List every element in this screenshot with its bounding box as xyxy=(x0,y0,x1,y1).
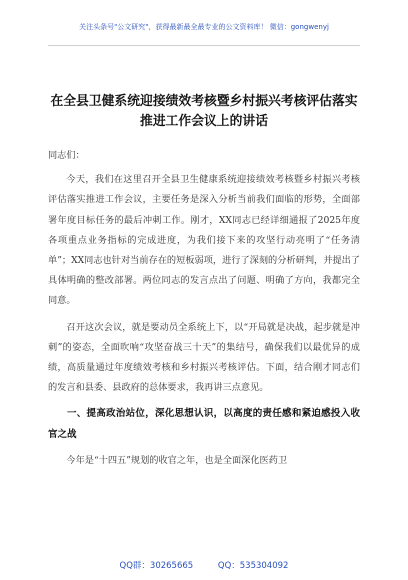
document-body xyxy=(48,146,360,477)
paragraph-1: 今天，我们在这里召开全县卫生健康系统迎接绩效考核暨乡村振兴考核评估落实推进工作会议，主要任务是深入分析当前我们面临的形势，全面部署年度目标任务的最后冲刺工作。刚才，XX同志已经详细通报了2025年度各项重点业务指标的完成进度，为我们接下来的攻坚行动亮明了“任务清单”；XX同志也针对当前存在的短板弱项，进行了深刻的分析研判，并提出了具体明确的整改部署。两位同志的发言点出了问题、明确了方向，我都完全同意。 xyxy=(48,174,360,307)
section-1-heading: 一、提高政治站位，深化思想认识，以高度的责任感和紧迫感投入收官之战 xyxy=(48,408,360,440)
salutation: 同志们： xyxy=(48,150,85,161)
header-banner: 关注头条号"公文研究"，获得最新最全最专业的公文资料库！ 微信：gongwenyj xyxy=(79,23,329,31)
footer-qq-group: QQ群：30265665 xyxy=(119,561,194,571)
title-line-1: 在全县卫健系统迎接绩效考核暨乡村振兴考核评估落实 xyxy=(50,94,358,109)
footer-qq: QQ：535304092 xyxy=(217,561,289,571)
document-title xyxy=(40,92,368,132)
header-divider xyxy=(48,45,360,46)
title-line-2: 推进工作会议上的讲话 xyxy=(140,114,268,129)
footer-contact xyxy=(0,559,408,571)
section-1-paragraph: 今年是“十四五”规划的收官之年，也是全面深化医药卫 xyxy=(66,454,288,466)
paragraph-2: 召开这次会议，就是要动员全系统上下，以“开局就是决战，起步就是冲刺”的姿态，全面吹响“攻坚奋战三十天”的集结号，确保我们以最优异的成绩，高质量通过年度绩效考核和乡村振兴考核评估。下面，结合刚才同志们的发言和县委、县政府的总体要求，我再讲三点意见。 xyxy=(48,321,360,394)
